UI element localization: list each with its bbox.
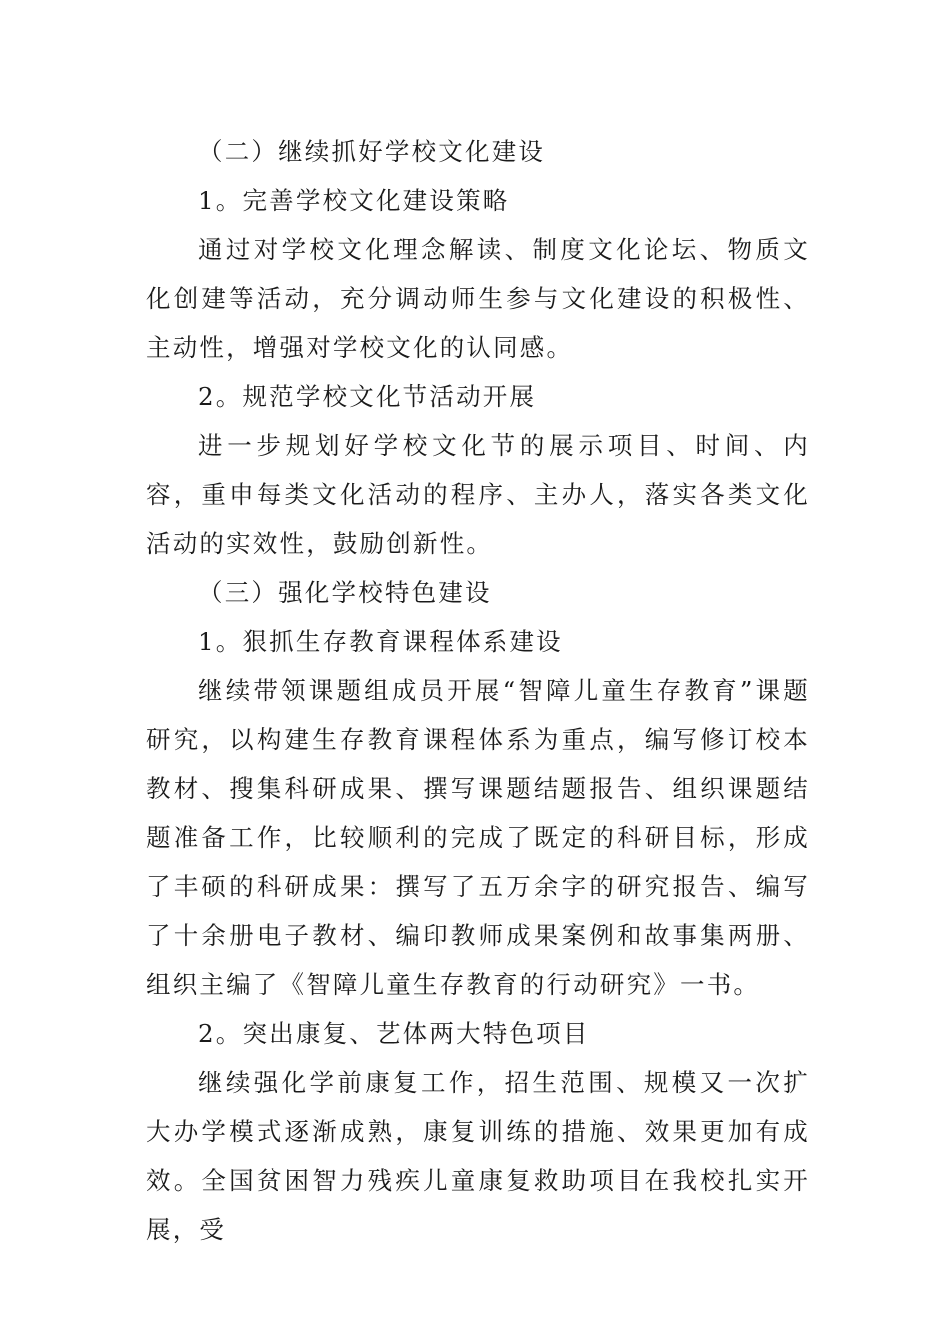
paragraph-culture-strategy: 通过对学校文化理念解读、制度文化论坛、物质文化创建等活动，充分调动师生参与文化建设的积极性、主动性，增强对学校文化的认同感。 bbox=[146, 235, 810, 362]
paragraph-culture-festival: 进一步规划好学校文化节的展示项目、时间、内容，重申每类文化活动的程序、主办人，落实各类文化活动的实效性，鼓励创新性。 bbox=[146, 431, 810, 558]
subheading-survival-curriculum: 1。狠抓生存教育课程体系建设 bbox=[198, 627, 563, 656]
subheading-rehab-arts: 2。突出康复、艺体两大特色项目 bbox=[198, 1019, 590, 1048]
paragraph-survival-curriculum: 继续带领课题组成员开展“智障儿童生存教育”课题研究，以构建生存教育课程体系为重点，编写修订校本教材、搜集科研成果、撰写课题结题报告、组织课题结题准备工作，比较顺利的完成了既定的科研目标，形成了丰硕的科研成果：撰写了五万余字的研究报告、编写了十余册电子教材、编印教师成果案例和故事集两册、组织主编了《智障儿童生存教育的行动研究》一书。 bbox=[146, 676, 810, 999]
paragraph-rehab-arts: 继续强化学前康复工作，招生范围、规模又一次扩大办学模式逐渐成熟，康复训练的措施、效果更加有成效。全国贫困智力残疾儿童康复救助项目在我校扎实开展，受 bbox=[146, 1068, 810, 1244]
section-heading-special: （三）强化学校特色建设 bbox=[198, 578, 492, 607]
subheading-culture-strategy: 1。完善学校文化建设策略 bbox=[198, 186, 510, 215]
subheading-culture-festival: 2。规范学校文化节活动开展 bbox=[198, 382, 537, 411]
section-heading-culture: （二）继续抓好学校文化建设 bbox=[198, 137, 546, 166]
document-body bbox=[146, 127, 810, 1254]
